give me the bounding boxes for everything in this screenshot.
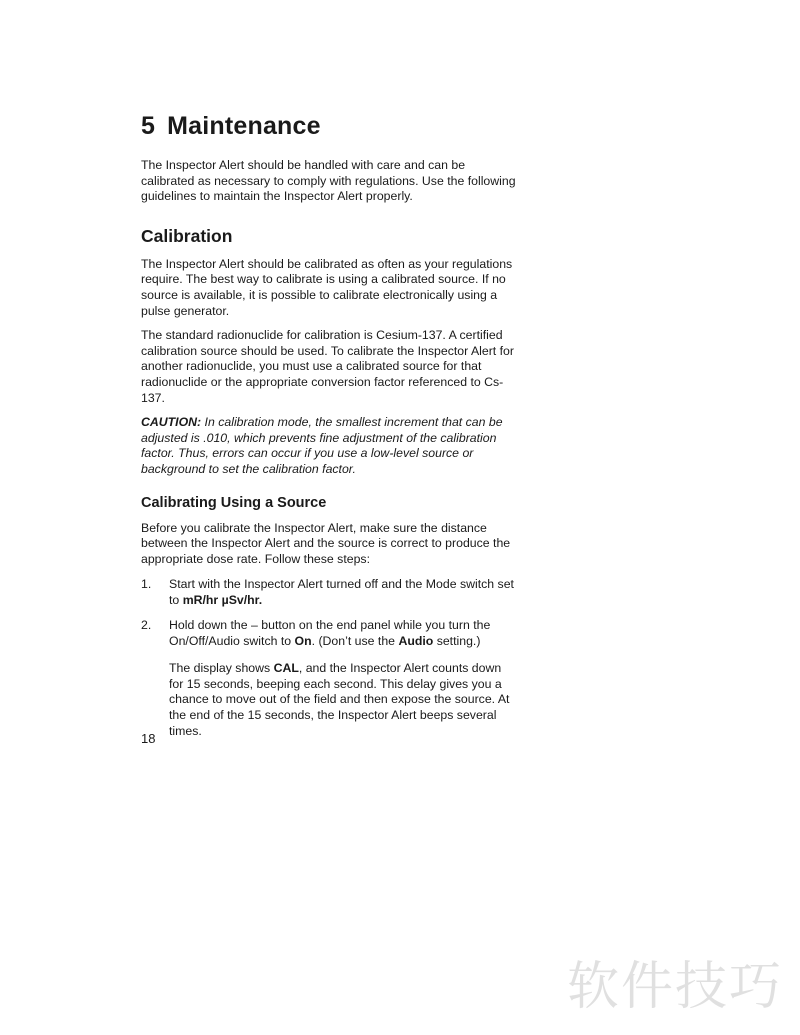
section-heading-calibration: Calibration [141,225,233,246]
cal-display-label: CAL [273,661,299,676]
chapter-number: 5 [141,112,156,140]
step-2-text-b: . (Don’t use the [311,634,399,649]
step-number-1: 1. [141,577,152,592]
step-2-text-a: Hold down the – button on the end panel while you turn the On/Off/Audio switch to [169,618,491,649]
source-intro-paragraph: Before you calibrate the Inspector Alert, make sure the distance between the Inspector Alert and the source is correct to produce the appropriate dose rate. Follow these steps: [141,520,511,566]
chapter-title [141,110,516,142]
step-item-2 [141,617,516,649]
step-1-mode-value: mR/hr µSv/hr. [182,593,263,608]
caution-note [141,415,516,477]
document-page [141,110,516,748]
chapter-title-text: Maintenance [167,112,321,140]
caution-label: CAUTION: [141,415,202,430]
step-2-on-label: On [294,634,312,649]
step-2-note [141,661,516,739]
step-1-text: Start with the Inspector Alert turned off and the Mode switch set to [169,577,514,608]
subsection-heading-source: Calibrating Using a Source [141,494,327,511]
steps-list [141,576,516,649]
step-2-audio-label: Audio [398,634,434,649]
intro-paragraph: The Inspector Alert should be handled with care and can be calibrated as necessary to comply with regulations. Use the following guidelines to maintain the Inspector Alert properly. [141,158,516,204]
watermark: 软件技巧 [567,957,784,1017]
step-2-note-text-b: , and the Inspector Alert counts down for 15 seconds, beeping each second. This delay gives you a chance to move out of the field and then expose the source. At the end of the 15 seconds, the Inspector Alert beeps several times. [169,661,510,738]
step-2-text-c: setting.) [433,634,481,649]
calibration-paragraph-2: The standard radionuclide for calibration is Cesium-137. A certified calibration source should be used. To calibrate the Inspector Alert for another radionuclide, you must use a calibrated source for that radionuclide or the appropriate conversion factor referenced to Cs-137. [141,328,514,405]
caution-text: In calibration mode, the smallest increment that can be adjusted is .010, which prevents fine adjustment of the calibration factor. Thus, errors can occur if you use a low-level source or background to set the calibration factor. [141,415,503,476]
step-item-1 [141,576,516,608]
calibration-paragraph-1: The Inspector Alert should be calibrated as often as your regulations require. The best way to calibrate is using a calibrated source. If no source is available, it is possible to calibrate electronically using a pulse generator. [141,256,513,318]
page-number: 18 [141,731,156,746]
step-number-2: 2. [141,618,152,633]
step-2-note-text-a: The display shows [169,661,274,676]
